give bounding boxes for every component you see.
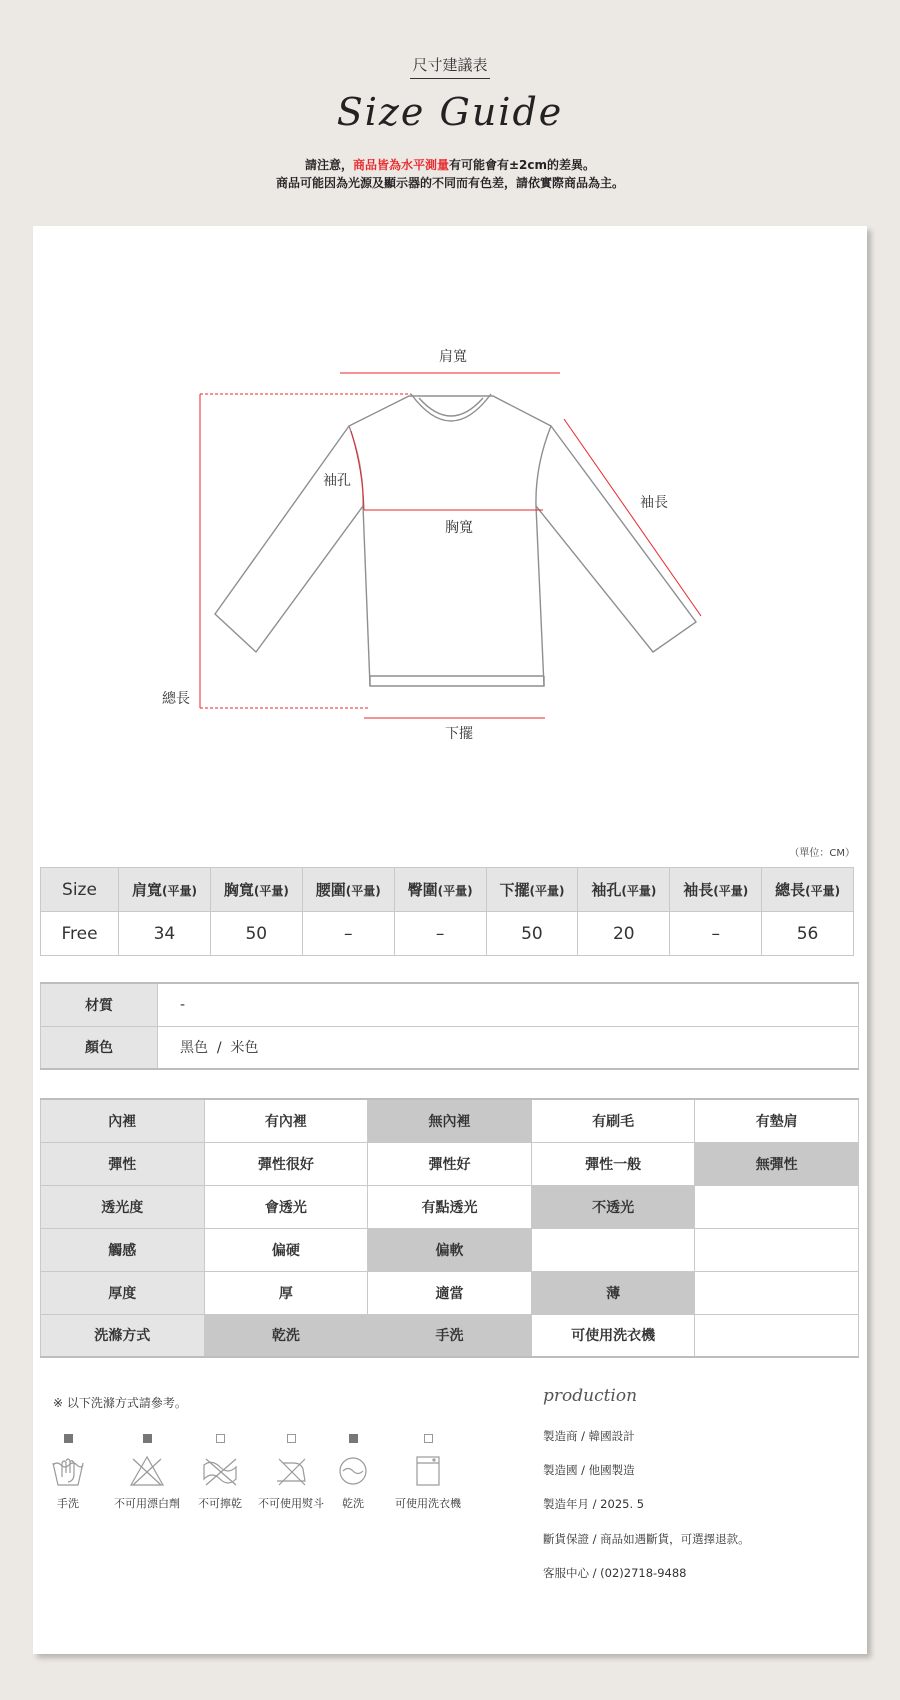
wash-check-mark: [64, 1434, 73, 1443]
washing-note: ※ 以下洗滌方式請參考。: [53, 1396, 187, 1410]
wash-check-mark: [349, 1434, 358, 1443]
hem-label: 下擺: [445, 726, 473, 742]
attribute-row: [41, 1185, 859, 1228]
attribute-key: 洗滌方式: [41, 1314, 205, 1357]
sleeve-label: 袖長: [640, 495, 668, 511]
chest-label: 胸寬: [445, 520, 473, 536]
production-line: 製造商 / 韓國設計: [543, 1429, 635, 1443]
attribute-option-selected: 手洗: [368, 1314, 532, 1357]
attribute-option: [695, 1314, 859, 1357]
attribute-option-selected: 無彈性: [695, 1142, 859, 1185]
wash-item-label: 不可用漂白劑: [114, 1497, 180, 1510]
wash-check-mark: [216, 1434, 225, 1443]
attribute-row: [41, 1271, 859, 1314]
production-heading: production: [543, 1386, 638, 1406]
attribute-option: 適當: [368, 1271, 532, 1314]
attribute-key: 厚度: [41, 1271, 205, 1314]
wash-item-label: 手洗: [57, 1497, 79, 1510]
material-key: 材質: [41, 983, 158, 1026]
sleeve-measure-line: [564, 419, 701, 616]
wash-item-label: 不可擰乾: [198, 1497, 242, 1510]
header-shoulder: 肩寬(平量): [119, 868, 211, 912]
dry-clean-icon: [337, 1455, 369, 1487]
sweater-left-sleeve: [215, 426, 363, 652]
table-cell: 50: [210, 912, 302, 956]
wash-check-mark: [143, 1434, 152, 1443]
sweater-hem-band: [369, 676, 544, 686]
table-cell: –: [670, 912, 762, 956]
wash-check-mark: [287, 1434, 296, 1443]
measurement-note: 請注意，商品皆為水平測量有可能會有±2cm的差異。: [304, 158, 596, 172]
header-armhole: 袖孔(平量): [578, 868, 670, 912]
production-line: 斷貨保證 / 商品如遇斷貨，可選擇退款。: [543, 1532, 750, 1546]
attribute-row: [41, 1314, 859, 1357]
unit-label: （單位：CM）: [789, 848, 855, 859]
color-value: 黑色 / 米色: [158, 1026, 859, 1069]
size-guide-card: [33, 226, 867, 1654]
attribute-option-selected: 乾洗: [204, 1314, 368, 1357]
attribute-option: 有點透光: [368, 1185, 532, 1228]
attribute-option-selected: 偏軟: [368, 1228, 532, 1271]
attribute-table: [40, 1098, 859, 1358]
attribute-option: 會透光: [204, 1185, 368, 1228]
sweater-neckline: [411, 394, 491, 421]
attribute-option: 彈性很好: [204, 1142, 368, 1185]
attribute-option: 可使用洗衣機: [531, 1314, 695, 1357]
wash-item-label: 不可使用熨斗: [258, 1497, 324, 1510]
attribute-option-selected: 薄: [531, 1271, 695, 1314]
color-key: 顏色: [41, 1026, 158, 1069]
header-length: 總長(平量): [762, 868, 854, 912]
attribute-option: 有墊肩: [695, 1099, 859, 1142]
attribute-key: 彈性: [41, 1142, 205, 1185]
attribute-option-selected: 不透光: [531, 1185, 695, 1228]
attribute-option: 有刷毛: [531, 1099, 695, 1142]
wash-item-no-iron: [255, 1434, 327, 1511]
wash-item-label: 可使用洗衣機: [395, 1497, 461, 1510]
size-table: [40, 867, 854, 956]
attribute-option: [695, 1185, 859, 1228]
sweater-right-sleeve: [536, 426, 696, 652]
header-hip: 臀圍(平量): [394, 868, 486, 912]
length-label: 總長: [162, 691, 190, 707]
production-line: 客服中心 / (02)2718-9488: [543, 1566, 687, 1580]
material-value: -: [158, 983, 859, 1026]
wash-check-mark: [424, 1434, 433, 1443]
attribute-option: [531, 1228, 695, 1271]
attribute-option: 厚: [204, 1271, 368, 1314]
attribute-option: [695, 1228, 859, 1271]
size-corner-cell: Size: [41, 868, 119, 912]
attribute-option: 偏硬: [204, 1228, 368, 1271]
material-table: [40, 982, 859, 1070]
no-iron-icon: [273, 1455, 309, 1487]
hand-wash-icon: [50, 1455, 86, 1487]
table-cell: 56: [762, 912, 854, 956]
production-line: 製造年月 / 2025. 5: [543, 1497, 645, 1511]
color-row: [41, 1026, 859, 1069]
machine-wash-icon: [414, 1455, 442, 1487]
attribute-key: 觸感: [41, 1228, 205, 1271]
wash-item-label: 乾洗: [342, 1497, 364, 1510]
wash-item-no-wring: [191, 1434, 249, 1511]
page-title: Size Guide: [336, 90, 564, 134]
garment-diagram: [33, 226, 867, 826]
page-subtitle: 尺寸建議表: [0, 54, 900, 79]
table-cell: 34: [119, 912, 211, 956]
header-waist: 腰圍(平量): [302, 868, 394, 912]
attribute-key: 透光度: [41, 1185, 205, 1228]
wash-item-hand-wash: [47, 1434, 89, 1511]
sweater-body-outline: [349, 396, 551, 686]
header-hem: 下擺(平量): [486, 868, 578, 912]
header-chest: 胸寬(平量): [210, 868, 302, 912]
wash-item-no-bleach: [105, 1434, 189, 1511]
attribute-key: 內裡: [41, 1099, 205, 1142]
armhole-label: 袖孔: [323, 473, 351, 489]
size-table-header: [41, 868, 854, 912]
no-wring-icon: [200, 1455, 240, 1487]
attribute-row: [41, 1228, 859, 1271]
size-name-cell: Free: [41, 912, 119, 956]
table-cell: 50: [486, 912, 578, 956]
wash-item-dry-clean: [335, 1434, 371, 1511]
attribute-row: [41, 1142, 859, 1185]
wash-item-machine-wash: [391, 1434, 465, 1511]
attribute-option: 彈性一般: [531, 1142, 695, 1185]
measurement-note-highlight: 商品皆為水平測量: [352, 158, 449, 172]
shoulder-label: 肩寬: [439, 349, 467, 365]
table-cell: –: [394, 912, 486, 956]
attribute-option: [695, 1271, 859, 1314]
attribute-option-selected: 無內裡: [368, 1099, 532, 1142]
table-cell: –: [302, 912, 394, 956]
armhole-measure-line: [351, 431, 364, 510]
no-bleach-icon: [129, 1455, 165, 1487]
table-cell: 20: [578, 912, 670, 956]
attribute-option: 彈性好: [368, 1142, 532, 1185]
attribute-row: [41, 1099, 859, 1142]
attribute-option: 有內裡: [204, 1099, 368, 1142]
production-line: 製造國 / 他國製造: [543, 1463, 635, 1477]
header-sleeve: 袖長(平量): [670, 868, 762, 912]
color-difference-note: 商品可能因為光源及顯示器的不同而有色差，請依實際商品為主。: [275, 176, 624, 190]
material-row: [41, 983, 859, 1026]
table-row: [41, 912, 854, 956]
